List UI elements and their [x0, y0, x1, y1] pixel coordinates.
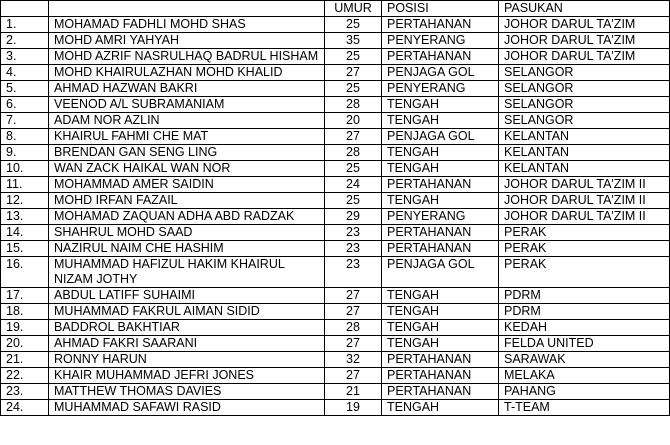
player-name: MUHAMMAD SAFAWI RASID	[49, 400, 325, 416]
row-number: 24.	[1, 400, 49, 416]
player-team: SARAWAK	[499, 352, 670, 368]
player-name: NAZIRUL NAIM CHE HASHIM	[49, 241, 325, 257]
header-name	[49, 1, 325, 17]
player-name: WAN ZACK HAIKAL WAN NOR	[49, 161, 325, 177]
player-position: PERTAHANAN	[382, 384, 499, 400]
table-row	[1, 161, 670, 177]
player-name: MOHAMAD FADHLI MOHD SHAS	[49, 17, 325, 33]
row-number: 2.	[1, 33, 49, 49]
player-name: VEENOD A/L SUBRAMANIAM	[49, 97, 325, 113]
row-number: 19.	[1, 320, 49, 336]
table-row	[1, 145, 670, 161]
player-name: KHAIRUL FAHMI CHE MAT	[49, 129, 325, 145]
row-number: 18.	[1, 304, 49, 320]
table-row	[1, 65, 670, 81]
player-name: MOHAMMAD AMER SAIDIN	[49, 177, 325, 193]
player-position: TENGAH	[382, 97, 499, 113]
row-number: 13.	[1, 209, 49, 225]
table-row	[1, 288, 670, 304]
player-name: ABDUL LATIFF SUHAIMI	[49, 288, 325, 304]
player-age: 23	[325, 241, 382, 257]
player-team: T-TEAM	[499, 400, 670, 416]
player-position: PERTAHANAN	[382, 368, 499, 384]
player-position: PERTAHANAN	[382, 241, 499, 257]
player-position: PERTAHANAN	[382, 49, 499, 65]
player-position: PERTAHANAN	[382, 177, 499, 193]
player-team: PERAK	[499, 257, 670, 288]
player-team: KELANTAN	[499, 161, 670, 177]
table-row	[1, 225, 670, 241]
table-body	[1, 17, 670, 416]
player-team: JOHOR DARUL TA'ZIM	[499, 33, 670, 49]
player-age: 27	[325, 368, 382, 384]
player-age: 28	[325, 320, 382, 336]
player-age: 25	[325, 49, 382, 65]
row-number: 20.	[1, 336, 49, 352]
player-position: TENGAH	[382, 145, 499, 161]
table-row	[1, 49, 670, 65]
player-name: MOHD KHAIRULAZHAN MOHD KHALID	[49, 65, 325, 81]
player-name: MUHAMMAD FAKRUL AIMAN SIDID	[49, 304, 325, 320]
row-number: 5.	[1, 81, 49, 97]
row-number: 10.	[1, 161, 49, 177]
row-number: 9.	[1, 145, 49, 161]
player-name: MATTHEW THOMAS DAVIES	[49, 384, 325, 400]
player-age: 29	[325, 209, 382, 225]
player-position: TENGAH	[382, 193, 499, 209]
table-row	[1, 304, 670, 320]
table-row	[1, 257, 670, 288]
player-name: AHMAD HAZWAN BAKRI	[49, 81, 325, 97]
player-position: TENGAH	[382, 113, 499, 129]
player-team: JOHOR DARUL TA'ZIM	[499, 49, 670, 65]
player-team: MELAKA	[499, 368, 670, 384]
row-number: 7.	[1, 113, 49, 129]
player-age: 27	[325, 336, 382, 352]
row-number: 16.	[1, 257, 49, 288]
player-team: SELANGOR	[499, 65, 670, 81]
player-age: 27	[325, 304, 382, 320]
player-name: ADAM NOR AZLIN	[49, 113, 325, 129]
player-position: TENGAH	[382, 400, 499, 416]
player-team: PAHANG	[499, 384, 670, 400]
player-age: 25	[325, 161, 382, 177]
player-team: PDRM	[499, 288, 670, 304]
table-row	[1, 320, 670, 336]
player-age: 25	[325, 17, 382, 33]
row-number: 22.	[1, 368, 49, 384]
table-row	[1, 81, 670, 97]
row-number: 1.	[1, 17, 49, 33]
player-team: SELANGOR	[499, 97, 670, 113]
table-row	[1, 209, 670, 225]
player-age: 27	[325, 129, 382, 145]
row-number: 23.	[1, 384, 49, 400]
player-age: 23	[325, 225, 382, 241]
row-number: 14.	[1, 225, 49, 241]
player-position: PENYERANG	[382, 33, 499, 49]
row-number: 11.	[1, 177, 49, 193]
player-position: PERTAHANAN	[382, 17, 499, 33]
player-age: 28	[325, 145, 382, 161]
player-position: PERTAHANAN	[382, 352, 499, 368]
table-row	[1, 193, 670, 209]
row-number: 15.	[1, 241, 49, 257]
row-number: 8.	[1, 129, 49, 145]
header-team: PASUKAN	[499, 1, 670, 17]
player-position: TENGAH	[382, 336, 499, 352]
player-age: 28	[325, 97, 382, 113]
row-number: 3.	[1, 49, 49, 65]
player-name: SHAHRUL MOHD SAAD	[49, 225, 325, 241]
table-row	[1, 352, 670, 368]
table-row	[1, 177, 670, 193]
player-team: PERAK	[499, 225, 670, 241]
player-name: BADDROL BAKHTIAR	[49, 320, 325, 336]
player-team: KELANTAN	[499, 129, 670, 145]
player-position: TENGAH	[382, 320, 499, 336]
player-team: FELDA UNITED	[499, 336, 670, 352]
player-age: 27	[325, 288, 382, 304]
player-position: PENYERANG	[382, 209, 499, 225]
player-name: MOHAMAD ZAQUAN ADHA ABD RADZAK	[49, 209, 325, 225]
player-name: MUHAMMAD HAFIZUL HAKIM KHAIRUL NIZAM JOTHY	[49, 257, 325, 288]
row-number: 17.	[1, 288, 49, 304]
player-position: PENYERANG	[382, 81, 499, 97]
player-team: JOHOR DARUL TA'ZIM II	[499, 177, 670, 193]
player-age: 20	[325, 113, 382, 129]
header-row	[1, 1, 670, 17]
player-position: TENGAH	[382, 288, 499, 304]
player-team: JOHOR DARUL TA'ZIM II	[499, 193, 670, 209]
player-name: MOHD AZRIF NASRULHAQ BADRUL HISHAM	[49, 49, 325, 65]
player-name: RONNY HARUN	[49, 352, 325, 368]
player-position: PENJAGA GOL	[382, 257, 499, 288]
player-position: TENGAH	[382, 161, 499, 177]
player-age: 19	[325, 400, 382, 416]
row-number: 12.	[1, 193, 49, 209]
row-number: 6.	[1, 97, 49, 113]
player-age: 21	[325, 384, 382, 400]
table-row	[1, 129, 670, 145]
player-age: 32	[325, 352, 382, 368]
table-row	[1, 384, 670, 400]
player-team: PERAK	[499, 241, 670, 257]
table-row	[1, 113, 670, 129]
player-team: JOHOR DARUL TA'ZIM	[499, 17, 670, 33]
player-position: PERTAHANAN	[382, 225, 499, 241]
row-number: 4.	[1, 65, 49, 81]
player-team: JOHOR DARUL TA'ZIM II	[499, 209, 670, 225]
player-age: 35	[325, 33, 382, 49]
table-row	[1, 368, 670, 384]
player-name: BRENDAN GAN SENG LING	[49, 145, 325, 161]
row-number: 21.	[1, 352, 49, 368]
header-age: UMUR	[325, 1, 382, 17]
table-row	[1, 400, 670, 416]
table-row	[1, 336, 670, 352]
player-position: PENJAGA GOL	[382, 65, 499, 81]
table-row	[1, 97, 670, 113]
player-name: KHAIR MUHAMMAD JEFRI JONES	[49, 368, 325, 384]
table-row	[1, 33, 670, 49]
header-number	[1, 1, 49, 17]
player-team: KEDAH	[499, 320, 670, 336]
player-age: 25	[325, 81, 382, 97]
player-position: PENJAGA GOL	[382, 129, 499, 145]
player-team: KELANTAN	[499, 145, 670, 161]
table-row	[1, 241, 670, 257]
player-name: MOHD AMRI YAHYAH	[49, 33, 325, 49]
player-team: SELANGOR	[499, 81, 670, 97]
player-age: 27	[325, 65, 382, 81]
player-team: PDRM	[499, 304, 670, 320]
player-team: SELANGOR	[499, 113, 670, 129]
player-age: 25	[325, 193, 382, 209]
player-name: MOHD IRFAN FAZAIL	[49, 193, 325, 209]
player-position: TENGAH	[382, 304, 499, 320]
player-age: 24	[325, 177, 382, 193]
player-age: 23	[325, 257, 382, 288]
header-position: POSISI	[382, 1, 499, 17]
player-name: AHMAD FAKRI SAARANI	[49, 336, 325, 352]
table-row	[1, 17, 670, 33]
